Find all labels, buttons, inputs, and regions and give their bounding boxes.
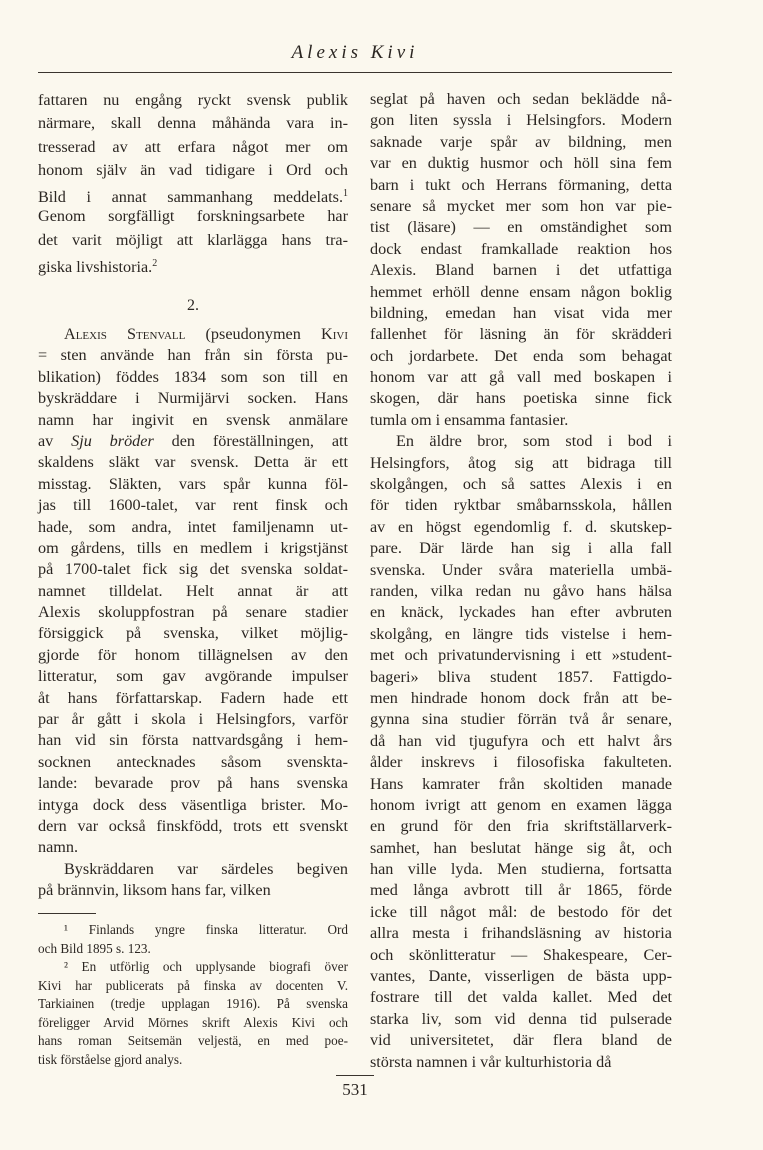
text-line: honom var att gå vall med boskapen i bbox=[370, 368, 672, 387]
text-line: Alexis. Bland barnen i det utfattiga bbox=[370, 261, 672, 280]
text-line: icke till något mål: de bestodo för det bbox=[370, 902, 672, 921]
left-column-body bbox=[38, 324, 348, 902]
header-rule bbox=[38, 72, 672, 73]
text-line: fattaren nu engång ryckt svensk publik bbox=[38, 91, 348, 109]
text-line bbox=[38, 431, 348, 452]
text-line: men hindrade honom dock från att be- bbox=[370, 688, 672, 707]
footnote-marker: 2 bbox=[152, 258, 158, 270]
page-number-rule bbox=[336, 1075, 374, 1076]
text-line: med långa avbrott till år 1865, förde bbox=[370, 881, 672, 900]
text-line: allra mesta i frihandsläsning av historia bbox=[370, 924, 672, 943]
text-line: honom själv än vad tidigare i Ord och bbox=[38, 160, 348, 179]
text-line: gynna sina studier förrän två år senare, bbox=[370, 710, 672, 729]
text-line: åt hans författarskap. Fadern hade ett bbox=[38, 688, 348, 707]
text-line: pare. Där lärde han sig i alla fall bbox=[370, 539, 672, 558]
text-line: byskräddare i Nurmijärvi socken. Hans bbox=[38, 389, 348, 408]
text-line: litteratur, som gav avgörande impulser bbox=[38, 667, 348, 686]
footnote-rule bbox=[38, 913, 96, 914]
text-line: met och privatundervisning i ett »student- bbox=[370, 646, 672, 665]
text-line: intyga dock dess väsentliga brister. Mo- bbox=[38, 795, 348, 814]
text-line: Alexis skoluppfostran på senare stadier bbox=[38, 603, 348, 622]
text-line: seglat på haven och sedan beklädde nå- bbox=[370, 90, 672, 108]
text-line: ålder inskrevs i filosofiska fakulteten. bbox=[370, 753, 672, 772]
right-column-body bbox=[370, 89, 672, 1073]
text-line: hade, som andra, intet familjenamn ut- bbox=[38, 517, 348, 536]
text-line: försiggick på svenska, vilket möjlig- bbox=[38, 624, 348, 643]
text-segment: Alexis Stenvall bbox=[64, 325, 186, 343]
text-line: blikation) föddes 1834 som son till en bbox=[38, 367, 348, 386]
text-line: närmare, skall denna måhända vara in- bbox=[38, 114, 348, 133]
text-line: saknade varje spår av bildning, men bbox=[370, 132, 672, 151]
text-line: vid universitetet, där flera bland de bbox=[370, 1031, 672, 1050]
text-line: det varit möjligt att klarlägga hans tra- bbox=[38, 230, 348, 249]
text-line: skaldens släkt var svensk. Detta är ett bbox=[38, 453, 348, 472]
text-line: och skönlitteratur — Shakespeare, Cer- bbox=[370, 945, 672, 964]
text-segment: Kivi bbox=[321, 325, 348, 343]
footnotes bbox=[38, 921, 348, 1069]
running-head: Alexis Kivi bbox=[291, 42, 419, 63]
text-line bbox=[38, 252, 348, 275]
text-line: fostrare till det valda kallet. Med det bbox=[370, 988, 672, 1007]
footnote-line: tisk förståelse gjord analys. bbox=[38, 1051, 183, 1067]
footnote-marker: 1 bbox=[343, 188, 348, 200]
text-line: skolgång, en längre tids vistelse i hem- bbox=[370, 624, 672, 643]
footnote-line: och Bild 1895 s. 123. bbox=[38, 940, 151, 956]
text-line: på brännvin, liksom hans far, vilken bbox=[38, 881, 271, 900]
text-line: senare så mycket mer som hon var pie- bbox=[370, 196, 672, 215]
text-line: namnet tilldelat. Helt annat är att bbox=[38, 581, 348, 600]
text-line: barn i tukt och Herrans förmaning, detta bbox=[370, 175, 672, 194]
text-line: på 1700-talet fick sig det svenska soldat- bbox=[38, 560, 348, 579]
text-line: randen, vilka redan nu gåvo hans hälsa bbox=[370, 581, 672, 600]
text-line: han vid sin första nattvardsgång i hem- bbox=[38, 731, 348, 750]
text-line: och jordarbete. Det enda som behagat bbox=[370, 346, 672, 365]
text-line: jas till 1600-talet, var rent finsk och bbox=[38, 496, 348, 515]
text-line: En äldre bror, som stod i bod i bbox=[396, 432, 672, 451]
text-line: var en duktig husmor och höll sina fem bbox=[370, 154, 672, 173]
text-line: lande: bevarade prov på hans svenska bbox=[38, 774, 348, 793]
text-line: fallenhet för läsning än för skrädderi bbox=[370, 325, 672, 344]
text-line: starka liv, som vid denna tid pulserade bbox=[370, 1009, 672, 1028]
text-line: gjorde för honom tillägnelsen av den bbox=[38, 645, 348, 664]
section-number: 2. bbox=[187, 297, 199, 314]
text-line: Helsingfors, åtog sig att bidraga till bbox=[370, 453, 672, 472]
footnote-line: ² En utförlig och upplysande biografi över bbox=[64, 959, 348, 974]
text-line: = sten använde han från sin första pu- bbox=[38, 346, 348, 365]
text-line: skogen, där hans poetiska sinne fick bbox=[370, 389, 672, 408]
text-line: bageri» bliva student 1857. Fattigdo- bbox=[370, 667, 672, 686]
text-line: misstag. Släkten, vars spår kunna föl- bbox=[38, 474, 348, 493]
text-line bbox=[38, 182, 348, 205]
footnote-line: Tarkiainen (tredje upplagan 1916). På svenska bbox=[38, 996, 348, 1011]
left-column-intro bbox=[38, 89, 348, 275]
text-line: vantes, Dante, visserligen de bästa upp- bbox=[370, 967, 672, 986]
text-line: gon liten syssla i Helsingfors. Modern bbox=[370, 111, 672, 130]
footnote-line: ¹ Finlands yngre finska litteratur. Ord bbox=[64, 922, 348, 937]
text-line: tresserad av att erfara något mer om bbox=[38, 137, 348, 156]
text-line: Hans kamrater från skoltiden manade bbox=[370, 774, 672, 793]
text-line: Byskräddaren var särdeles begiven bbox=[64, 859, 348, 878]
text-line: svenska. Under svåra materiella umbä- bbox=[370, 560, 672, 579]
text-line: för tiden ryktbar småbarnsskola, hållen bbox=[370, 496, 672, 515]
text-line: en knäck, lyckades han efter avbruten bbox=[370, 603, 672, 622]
text-segment: Bild i annat sammanhang meddelats. bbox=[38, 188, 343, 207]
text-line: han ville lyda. Men studierna, fortsatta bbox=[370, 860, 672, 879]
footnote-line: hans roman Seitsemän veljestä, en med poe- bbox=[38, 1033, 348, 1048]
text-line bbox=[38, 324, 348, 345]
text-line: då han vid tjugufyra och ett halvt års bbox=[370, 731, 672, 750]
italic-title: Sju bröder bbox=[71, 431, 154, 450]
text-line: av en högst egendomlig f. d. skutskep- bbox=[370, 517, 672, 536]
footnote-line: Kivi har publicerats på finska av docenten V. bbox=[38, 977, 348, 993]
text-line: en grund för den fria skriftställarverk- bbox=[370, 817, 672, 836]
text-line: bildning, emedan han visat vida mer bbox=[370, 303, 672, 322]
text-line: namn har ingivit en svensk anmälare bbox=[38, 410, 348, 429]
text-line: hemmet erhöll denne ensam någon boklig bbox=[370, 282, 672, 301]
text-segment: giska livshistoria. bbox=[38, 258, 153, 277]
text-line: dern var också finskfödd, trots ett svenskt bbox=[38, 816, 348, 835]
text-line: skolgången, och så sattes Alexis i en bbox=[370, 475, 672, 494]
text-line: honom ivrigt att genom en examen lägga bbox=[370, 795, 672, 814]
text-segment: den föreställningen, att bbox=[153, 431, 349, 450]
text-line: tumla om i ensamma fantasier. bbox=[370, 410, 569, 429]
footnote-line: föreligger Arvid Mörnes skrift Alexis Kivi och bbox=[38, 1014, 348, 1030]
text-line: par år gått i skola i Helsingfors, varför bbox=[38, 710, 348, 729]
text-line: socknen antecknades såsom svenskta- bbox=[38, 752, 348, 771]
text-line: om gårdens, tills en medlem i krigstjänst bbox=[38, 538, 348, 557]
text-line: tist (läsare) — en omständighet som bbox=[370, 218, 672, 237]
text-line: namn. bbox=[38, 838, 79, 857]
text-line: dock endast framkallade reaktion hos bbox=[370, 239, 672, 258]
text-segment: (pseudonymen bbox=[185, 325, 322, 343]
text-line: samhet, han beslutat hänge sig åt, och bbox=[370, 838, 672, 857]
text-segment: av bbox=[38, 431, 72, 450]
text-line: största namnen i vår kulturhistoria då bbox=[370, 1052, 612, 1071]
page-number: 531 bbox=[342, 1080, 368, 1099]
text-line: Genom sorgfälligt forskningsarbete har bbox=[38, 207, 348, 226]
